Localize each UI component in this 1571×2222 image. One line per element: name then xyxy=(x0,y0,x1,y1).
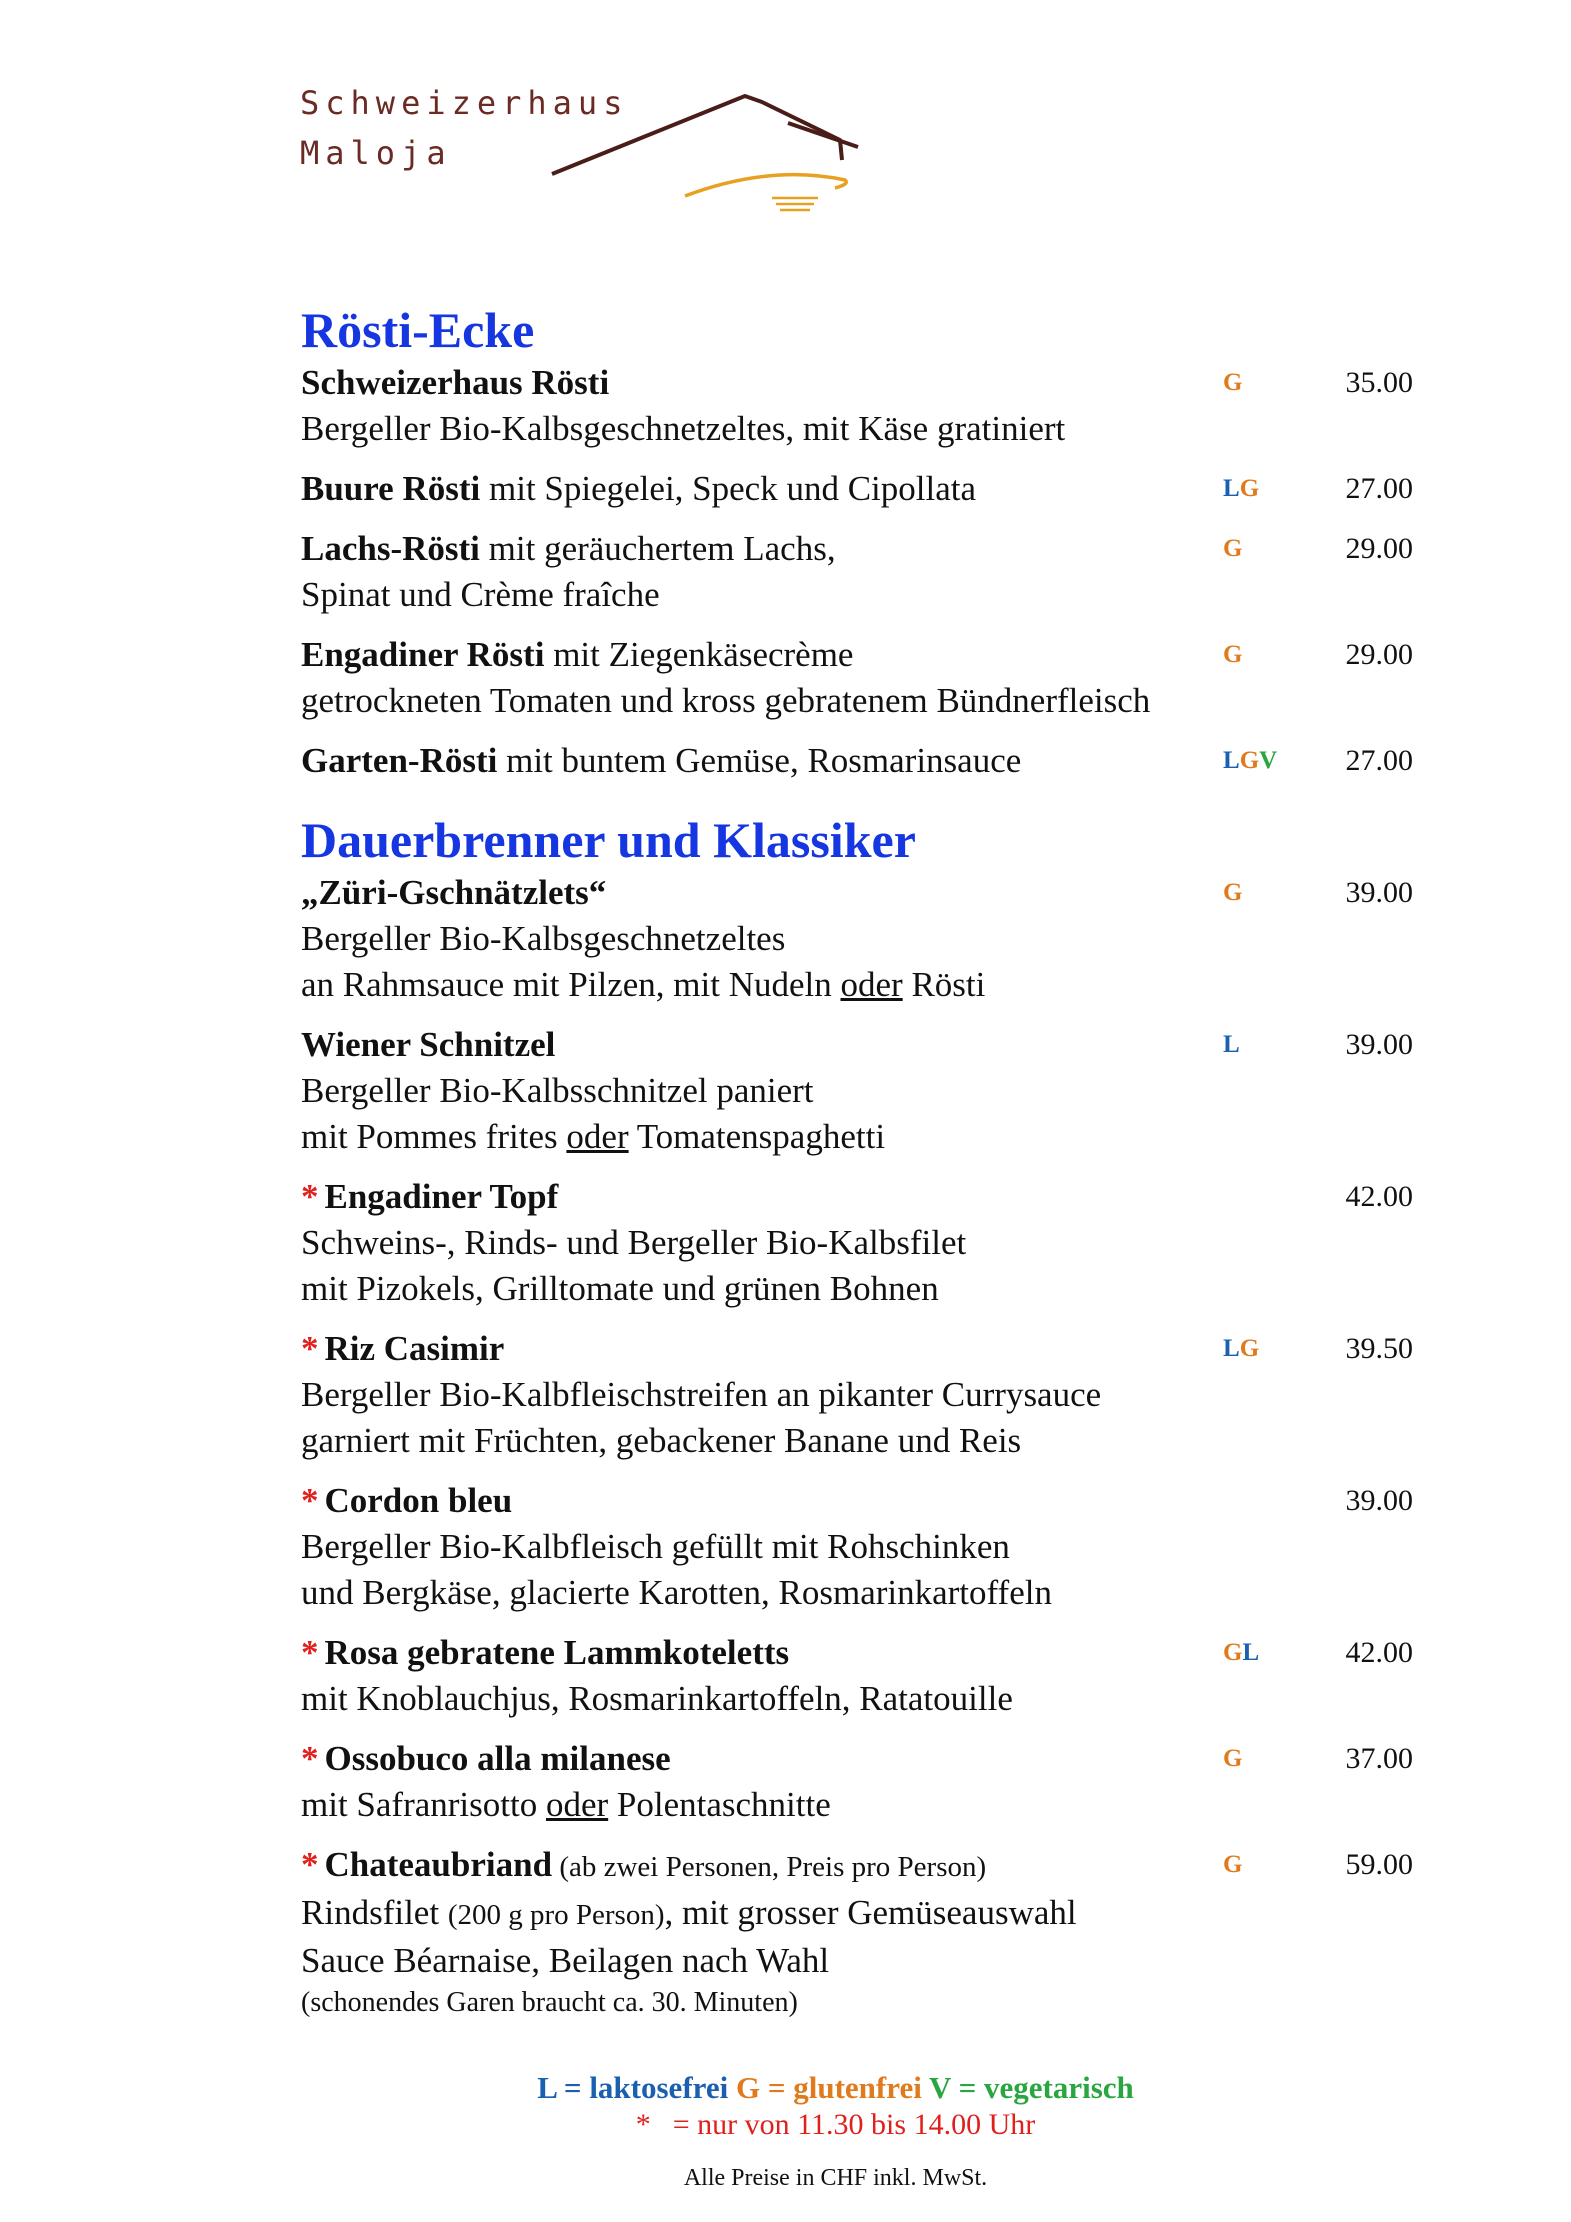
logo-line-2: Maloja xyxy=(300,134,452,172)
item-description: garniert mit Früchten, gebackener Banane und Reis xyxy=(301,1421,1022,1460)
diet-tag-G: G xyxy=(1223,369,1243,396)
menu-item xyxy=(301,1736,1413,1828)
item-title-line xyxy=(301,360,1413,406)
legend-gluten-free: G = glutenfrei xyxy=(735,2070,922,2105)
item-name-suffix: mit Spiegelei, Speck und Cipollata xyxy=(480,469,977,508)
item-price: 29.00 xyxy=(1345,532,1413,565)
diet-tag-G: G xyxy=(1239,747,1260,774)
diet-tag-G: G xyxy=(1223,1851,1243,1878)
item-description: Rindsfilet (200 g pro Person), mit grosser Gemüseauswahl xyxy=(301,1893,1077,1932)
item-description: Sauce Béarnaise, Beilagen nach Wahl xyxy=(301,1941,830,1980)
item-title-line xyxy=(301,526,1413,572)
small-note: (200 g pro Person) xyxy=(447,1899,665,1931)
item-title-line xyxy=(301,870,1413,916)
underlined-text: oder xyxy=(566,1117,629,1156)
item-price: 29.00 xyxy=(1345,638,1413,671)
item-price: 39.00 xyxy=(1345,1484,1413,1517)
item-description: getrockneten Tomaten und kross gebratenem Bündnerfleisch xyxy=(301,681,1151,720)
legend-star-symbol: * xyxy=(635,2108,651,2141)
star-marker: * xyxy=(301,1845,319,1884)
legend-vegetarian: V = vegetarisch xyxy=(929,2070,1134,2105)
menu-item xyxy=(301,870,1413,1008)
item-price: 42.00 xyxy=(1345,1636,1413,1669)
menu-item xyxy=(301,1326,1413,1464)
item-name-suffix: mit buntem Gemüse, Rosmarinsauce xyxy=(497,741,1022,780)
menu-item xyxy=(301,632,1413,724)
menu-item xyxy=(301,1478,1413,1616)
item-small-note: (schonendes Garen braucht ca. 30. Minuten) xyxy=(301,1987,798,2018)
item-title-line xyxy=(301,632,1413,678)
legend-diet xyxy=(0,2070,1571,2106)
item-description: Spinat und Crème fraîche xyxy=(301,575,660,614)
diet-tags xyxy=(1223,640,1242,670)
menu-content xyxy=(301,300,1413,2044)
item-title-line xyxy=(301,1842,1413,1890)
diet-tag-G: G xyxy=(1239,475,1260,502)
item-description: mit Pommes frites oder Tomatenspaghetti xyxy=(301,1117,886,1156)
star-marker: * xyxy=(301,1481,319,1520)
roof-logo-icon xyxy=(550,84,890,224)
item-name: Engadiner Topf xyxy=(324,1177,559,1216)
item-description: und Bergkäse, glacierte Karotten, Rosmarinkartoffeln xyxy=(301,1573,1052,1612)
item-description: an Rahmsauce mit Pilzen, mit Nudeln oder Rösti xyxy=(301,965,986,1004)
diet-tag-L: L xyxy=(1223,747,1240,774)
item-title-line xyxy=(301,1478,1413,1524)
diet-tag-L: L xyxy=(1242,1639,1260,1666)
item-description: Schweins-, Rinds- und Bergeller Bio-Kalbsfilet xyxy=(301,1223,967,1262)
item-title-line xyxy=(301,1174,1413,1220)
underlined-text: oder xyxy=(545,1785,609,1824)
diet-tag-L: L xyxy=(1223,1335,1240,1362)
menu-section xyxy=(301,810,1413,2022)
menu-item xyxy=(301,1022,1413,1160)
menu-item xyxy=(301,526,1413,618)
section-title: Dauerbrenner und Klassiker xyxy=(301,812,916,868)
item-description: Bergeller Bio-Kalbfleischstreifen an pikanter Currysauce xyxy=(301,1375,1102,1414)
item-name: „Züri-Gschnätzlets“ xyxy=(301,873,607,912)
diet-tag-G: G xyxy=(1239,1335,1260,1362)
prices-note: Alle Preise in CHF inkl. MwSt. xyxy=(683,2165,988,2191)
underlined-text: oder xyxy=(840,965,903,1004)
star-marker: * xyxy=(301,1329,319,1368)
item-description: mit Knoblauchjus, Rosmarinkartoffeln, Ratatouille xyxy=(301,1679,1013,1718)
diet-tag-G: G xyxy=(1223,879,1243,906)
item-description: Bergeller Bio-Kalbsgeschnetzeltes xyxy=(301,919,786,958)
star-marker: * xyxy=(301,1739,319,1778)
item-description: Bergeller Bio-Kalbsgeschnetzeltes, mit Käse gratiniert xyxy=(301,409,1066,448)
logo-line-1: Schweizerhaus xyxy=(300,84,629,122)
diet-tags xyxy=(1223,1744,1242,1774)
item-name: Riz Casimir xyxy=(324,1329,505,1368)
item-price: 39.00 xyxy=(1345,1028,1413,1061)
diet-tags xyxy=(1223,746,1277,776)
legend-lactose-free: L = laktosefrei xyxy=(537,2070,729,2105)
item-price: 39.50 xyxy=(1345,1332,1413,1365)
item-price: 35.00 xyxy=(1345,366,1413,399)
item-name-note: (ab zwei Personen, Preis pro Person) xyxy=(552,1851,987,1883)
legend-star-text: = nur von 11.30 bis 14.00 Uhr xyxy=(672,2108,1036,2141)
item-description: Bergeller Bio-Kalbsschnitzel paniert xyxy=(301,1071,814,1110)
item-name: Garten-Rösti xyxy=(301,741,498,780)
menu-item xyxy=(301,466,1413,512)
menu-item xyxy=(301,1630,1413,1722)
item-price: 59.00 xyxy=(1345,1848,1413,1881)
item-name-suffix: mit geräuchertem Lachs, xyxy=(479,529,836,568)
item-name: Cordon bleu xyxy=(324,1481,513,1520)
menu-item xyxy=(301,1842,1413,2022)
item-price: 27.00 xyxy=(1345,472,1413,505)
diet-tag-L: L xyxy=(1223,475,1240,502)
item-name: Lachs-Rösti xyxy=(301,529,480,568)
diet-tags xyxy=(1223,1638,1259,1668)
menu-item xyxy=(301,360,1413,452)
diet-tags xyxy=(1223,1334,1259,1364)
item-name: Engadiner Rösti xyxy=(301,635,545,674)
item-title-line xyxy=(301,1736,1413,1782)
item-name: Rosa gebratene Lammkoteletts xyxy=(324,1633,790,1672)
item-title-line xyxy=(301,1022,1413,1068)
menu-item xyxy=(301,738,1413,784)
diet-tags xyxy=(1223,878,1242,908)
legend-star xyxy=(0,2108,1571,2142)
section-title: Rösti-Ecke xyxy=(301,302,535,358)
star-marker: * xyxy=(301,1633,319,1672)
diet-tags xyxy=(1223,534,1242,564)
diet-tag-G: G xyxy=(1223,1745,1243,1772)
menu-section xyxy=(301,300,1413,784)
diet-tags xyxy=(1223,1030,1240,1060)
menu-item xyxy=(301,1174,1413,1312)
item-description: mit Safranrisotto oder Polentaschnitte xyxy=(301,1785,831,1824)
star-marker: * xyxy=(301,1177,319,1216)
item-price: 39.00 xyxy=(1345,876,1413,909)
item-name: Schweizerhaus Rösti xyxy=(301,363,610,402)
restaurant-logo xyxy=(300,78,900,228)
item-price: 27.00 xyxy=(1345,744,1413,777)
item-name-suffix: mit Ziegenkäsecrème xyxy=(544,635,854,674)
item-name: Ossobuco alla milanese xyxy=(324,1739,671,1778)
diet-tag-L: L xyxy=(1223,1031,1240,1058)
item-price: 37.00 xyxy=(1345,1742,1413,1775)
item-name: Wiener Schnitzel xyxy=(301,1025,556,1064)
diet-tags xyxy=(1223,1850,1242,1880)
diet-tags xyxy=(1223,474,1259,504)
item-description: mit Pizokels, Grilltomate und grünen Bohnen xyxy=(301,1269,939,1308)
diet-tag-V: V xyxy=(1259,747,1278,774)
item-description: Bergeller Bio-Kalbfleisch gefüllt mit Rohschinken xyxy=(301,1527,1010,1566)
diet-tag-G: G xyxy=(1223,641,1243,668)
diet-tag-G: G xyxy=(1223,535,1243,562)
item-price: 42.00 xyxy=(1345,1180,1413,1213)
item-name: Buure Rösti xyxy=(301,469,481,508)
diet-tag-G: G xyxy=(1223,1639,1243,1666)
diet-tags xyxy=(1223,368,1242,398)
item-name: Chateaubriand xyxy=(324,1845,553,1884)
